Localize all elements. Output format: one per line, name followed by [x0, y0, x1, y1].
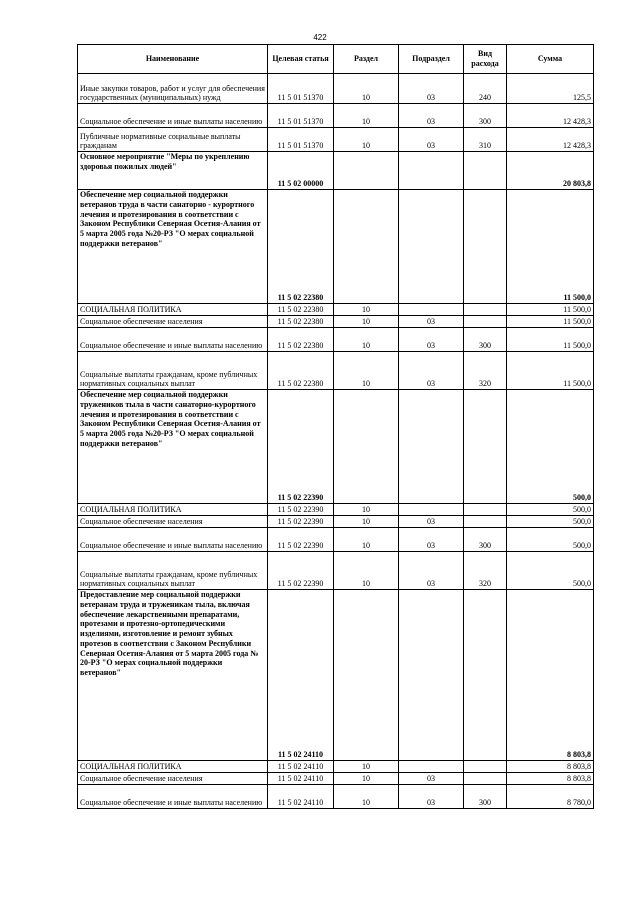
row-subsection [399, 390, 464, 504]
row-article: 11 5 01 51370 [268, 128, 334, 152]
row-section: 10 [334, 328, 399, 352]
table-row [78, 304, 594, 316]
table-row [78, 590, 594, 761]
row-sum: 8 780,0 [507, 785, 594, 809]
page-number: 422 [313, 33, 327, 42]
row-article: 11 5 02 24110 [268, 761, 334, 773]
header-article: Целевая статья [268, 45, 334, 74]
row-name: Иные закупки товаров, работ и услуг для обеспечения государственных (муниципальных) нужд [78, 74, 268, 104]
row-subsection: 03 [399, 316, 464, 328]
row-subsection [399, 190, 464, 304]
row-expense-type [464, 304, 507, 316]
row-article: 11 5 02 22390 [268, 390, 334, 504]
row-expense-type [464, 316, 507, 328]
row-sum: 8 803,8 [507, 761, 594, 773]
row-name: Социальное обеспечение и иные выплаты населению [78, 328, 268, 352]
row-article: 11 5 02 24110 [268, 590, 334, 761]
row-sum: 11 500,0 [507, 304, 594, 316]
row-sum: 12 428,3 [507, 128, 594, 152]
row-sum: 11 500,0 [507, 316, 594, 328]
row-expense-type [464, 504, 507, 516]
row-expense-type [464, 516, 507, 528]
row-section: 10 [334, 761, 399, 773]
table-row [78, 552, 594, 590]
row-name: Социальное обеспечение населения [78, 773, 268, 785]
table-row [78, 390, 594, 504]
budget-table [77, 44, 594, 809]
row-subsection: 03 [399, 104, 464, 128]
row-article: 11 5 02 24110 [268, 785, 334, 809]
row-expense-type: 300 [464, 328, 507, 352]
row-name: Социальные выплаты гражданам, кроме публичных нормативных социальных выплат [78, 352, 268, 390]
row-sum: 500,0 [507, 390, 594, 504]
row-name: Социальное обеспечение населения [78, 516, 268, 528]
row-section: 10 [334, 304, 399, 316]
row-subsection [399, 761, 464, 773]
table-row [78, 785, 594, 809]
row-name: СОЦИАЛЬНАЯ ПОЛИТИКА [78, 761, 268, 773]
row-subsection: 03 [399, 528, 464, 552]
row-section: 10 [334, 504, 399, 516]
row-name: СОЦИАЛЬНАЯ ПОЛИТИКА [78, 304, 268, 316]
row-name: Социальное обеспечение и иные выплаты населению [78, 785, 268, 809]
row-subsection [399, 304, 464, 316]
row-sum: 500,0 [507, 528, 594, 552]
row-name: Социальные выплаты гражданам, кроме публичных нормативных социальных выплат [78, 552, 268, 590]
row-sum: 20 803,8 [507, 152, 594, 190]
row-sum: 11 500,0 [507, 352, 594, 390]
table-row [78, 773, 594, 785]
row-expense-type: 300 [464, 785, 507, 809]
row-name: Основное мероприятие "Меры по укреплению здоровья пожилых людей" [78, 152, 268, 190]
row-subsection: 03 [399, 552, 464, 590]
row-expense-type [464, 773, 507, 785]
row-subsection: 03 [399, 516, 464, 528]
header-name: Наименование [78, 45, 268, 74]
row-subsection: 03 [399, 74, 464, 104]
row-section: 10 [334, 785, 399, 809]
table-row [78, 152, 594, 190]
row-expense-type: 300 [464, 528, 507, 552]
row-expense-type [464, 190, 507, 304]
row-expense-type [464, 152, 507, 190]
row-expense-type: 320 [464, 352, 507, 390]
row-article: 11 5 02 24110 [268, 773, 334, 785]
row-subsection [399, 152, 464, 190]
table-row [78, 128, 594, 152]
row-name: СОЦИАЛЬНАЯ ПОЛИТИКА [78, 504, 268, 516]
row-section: 10 [334, 552, 399, 590]
row-subsection [399, 504, 464, 516]
row-sum: 500,0 [507, 552, 594, 590]
row-expense-type: 300 [464, 104, 507, 128]
row-expense-type [464, 590, 507, 761]
row-name: Предоставление мер социальной поддержки ветеранам труда и труженикам тыла, включая обеспечение лекарственными препаратами, протезами и протезно-ортопедическими изделиями, изготовление и ремонт зубных протезов в соответствии с Законом Республики Северная Осетия-Алания от 5 марта 2005 года № 20-РЗ "О мерах социальной поддержки ветеранов" [78, 590, 268, 761]
row-article: 11 5 02 22390 [268, 552, 334, 590]
row-sum: 8 803,8 [507, 773, 594, 785]
row-article: 11 5 01 51370 [268, 74, 334, 104]
table-row [78, 74, 594, 104]
row-subsection: 03 [399, 328, 464, 352]
row-article: 11 5 02 22380 [268, 190, 334, 304]
row-section: 10 [334, 773, 399, 785]
row-section: 10 [334, 352, 399, 390]
row-name: Публичные нормативные социальные выплаты гражданам [78, 128, 268, 152]
row-article: 11 5 02 22380 [268, 316, 334, 328]
table-row [78, 352, 594, 390]
table-row [78, 504, 594, 516]
row-subsection: 03 [399, 773, 464, 785]
header-section: Раздел [334, 45, 399, 74]
row-sum: 500,0 [507, 516, 594, 528]
row-section: 10 [334, 516, 399, 528]
table-row [78, 316, 594, 328]
header-expense-type: Вид расхода [464, 45, 507, 74]
row-name: Социальное обеспечение и иные выплаты населению [78, 528, 268, 552]
row-sum: 8 803,8 [507, 590, 594, 761]
row-sum: 125,5 [507, 74, 594, 104]
row-article: 11 5 02 22390 [268, 528, 334, 552]
row-article: 11 5 02 22380 [268, 304, 334, 316]
table-row [78, 104, 594, 128]
row-subsection [399, 590, 464, 761]
row-name: Обеспечение мер социальной поддержки тружеников тыла в части санаторно-курортного лечения и протезирования в соответствии с Законом Республики Северная Осетия-Алания от 5 марта 2005 года №20-РЗ "О мерах социальной поддержки ветеранов" [78, 390, 268, 504]
row-subsection: 03 [399, 128, 464, 152]
row-article: 11 5 01 51370 [268, 104, 334, 128]
table-row [78, 328, 594, 352]
row-sum: 500,0 [507, 504, 594, 516]
row-expense-type: 320 [464, 552, 507, 590]
header-sum: Сумма [507, 45, 594, 74]
row-sum: 11 500,0 [507, 190, 594, 304]
row-name: Социальное обеспечение и иные выплаты населению [78, 104, 268, 128]
table-row [78, 516, 594, 528]
row-article: 11 5 02 22380 [268, 328, 334, 352]
row-section: 10 [334, 74, 399, 104]
row-subsection: 03 [399, 785, 464, 809]
row-expense-type [464, 390, 507, 504]
row-section: 10 [334, 104, 399, 128]
row-section [334, 590, 399, 761]
row-article: 11 5 02 22380 [268, 352, 334, 390]
row-sum: 12 428,3 [507, 104, 594, 128]
table-header-row [78, 45, 594, 74]
row-section [334, 190, 399, 304]
row-sum: 11 500,0 [507, 328, 594, 352]
row-section: 10 [334, 528, 399, 552]
row-article: 11 5 02 22390 [268, 504, 334, 516]
header-subsection: Подраздел [399, 45, 464, 74]
row-article: 11 5 02 00000 [268, 152, 334, 190]
row-name: Обеспечение мер социальной поддержки ветеранов труда в части санаторно - курортного лечения и протезирования в соответствии с Законом Республики Северная Осетия-Алания от 5 марта 2005 года №20-РЗ "О мерах социальной поддержки ветеранов" [78, 190, 268, 304]
table-row [78, 190, 594, 304]
row-expense-type: 240 [464, 74, 507, 104]
table-row [78, 528, 594, 552]
row-article: 11 5 02 22390 [268, 516, 334, 528]
table-row [78, 761, 594, 773]
row-expense-type [464, 761, 507, 773]
row-section [334, 390, 399, 504]
row-section: 10 [334, 316, 399, 328]
row-name: Социальное обеспечение населения [78, 316, 268, 328]
row-section [334, 152, 399, 190]
row-section: 10 [334, 128, 399, 152]
row-subsection: 03 [399, 352, 464, 390]
row-expense-type: 310 [464, 128, 507, 152]
